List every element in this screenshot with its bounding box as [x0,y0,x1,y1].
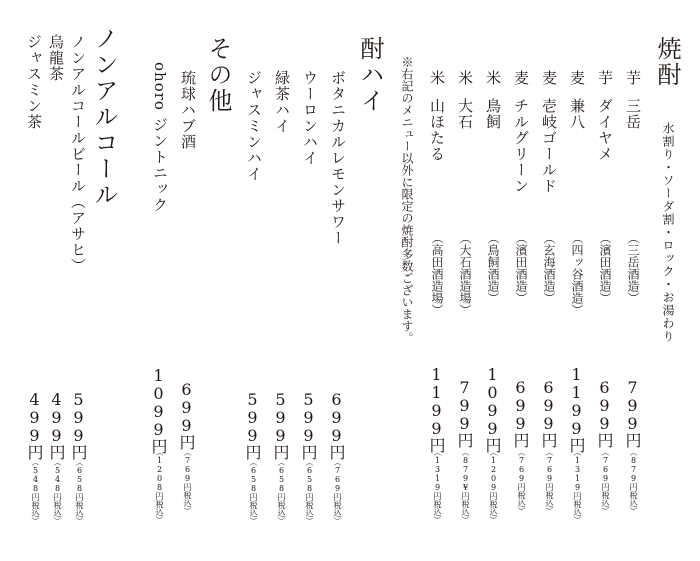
nonalcohol-tax: （548円税込） [53,458,62,525]
chuhai-price: 599円 [299,390,318,459]
chuhai-tax: （658円税込） [305,458,314,525]
shochu-type: 米 [484,70,502,86]
shochu-type: 麦 [512,70,530,86]
chuhai-name: ジャスミンハイ [245,70,263,182]
shochu-maker: （濱田酒造） [514,232,528,304]
other-price: 699円 [177,380,196,449]
other-title: その他 [204,36,232,114]
nonalcohol-price: 499円 [25,390,44,459]
nonalcohol-price: 599円 [69,390,88,459]
chuhai-price: 699円 [327,390,346,459]
chuhai-tax: （658円税込） [249,458,258,525]
nonalcohol-title: ノンアルコール [90,26,118,208]
nonalcohol-name: 烏龍茶 [47,34,65,82]
nonalcohol-name: ジャスミン茶 [25,34,43,130]
other-name: ohoro ジントニック [151,62,169,213]
shochu-tax: （769円税込） [517,448,526,515]
shochu-type: 芋 [624,70,642,86]
nonalcohol-price: 499円 [47,390,66,459]
other-tax: （769円税込） [183,448,192,515]
shochu-price: 699円 [539,378,558,447]
chuhai-price: 599円 [271,390,290,459]
shochu-tax: （1209円税込） [489,448,498,524]
other-name: 琉球ハブ酒 [179,70,197,150]
shochu-price: 1199円 [427,365,446,452]
shochu-maker: （鳥飼酒造） [486,232,500,304]
nonalcohol-tax: （658円税込） [75,458,84,525]
chuhai-name: 緑茶ハイ [273,70,291,134]
shochu-type: 米 [456,70,474,86]
shochu-price: 799円 [623,378,642,447]
shochu-price: 1199円 [567,365,586,452]
limited-shochu-note: ※右記のメニュー以外に限定の焼酎多数ございます。 [400,56,414,344]
shochu-maker: （濱田酒造） [598,232,612,304]
shochu-name: 兼八 [568,98,586,130]
shochu-tax: （769円税込） [601,448,610,515]
shochu-maker: （四ッ谷酒造） [570,232,584,316]
shochu-name: 鳥飼 [484,98,502,130]
shochu-type: 麦 [540,70,558,86]
shochu-subtitle: 水割り・ソーダ割・ロック・お湯わり [661,122,675,343]
shochu-price: 699円 [511,378,530,447]
chuhai-tax: （769円税込） [333,458,342,525]
shochu-maker: （大石酒造場） [458,232,472,316]
shochu-tax: （769円税込） [545,448,554,515]
shochu-name: チルグリーン [512,98,530,194]
shochu-name: ダイヤメ [596,98,614,162]
shochu-name: 山ほたる [428,98,446,162]
other-tax: （1208円税込） [155,448,164,524]
shochu-tax: （1319円税込） [573,448,582,524]
shochu-maker: （高田酒造場） [430,232,444,316]
chuhai-tax: （658円税込） [277,458,286,525]
chuhai-name: ボタニカルレモンサワー [329,70,347,246]
shochu-tax: （879円税込） [629,448,638,515]
shochu-type: 米 [428,70,446,86]
chuhai-price: 599円 [243,390,262,459]
chuhai-name: ウーロンハイ [301,70,319,166]
shochu-name: 壱岐ゴールド [540,98,558,194]
shochu-price: 699円 [595,378,614,447]
nonalcohol-name: ノンアルコールビール（アサヒ） [69,34,87,274]
shochu-title: 焼酎 [653,36,681,88]
shochu-price: 799円 [455,378,474,447]
shochu-tax: （879¥円税込） [461,448,470,524]
shochu-price: 1099円 [483,365,502,452]
nonalcohol-tax: （548円税込） [31,458,40,525]
other-price: 1099円 [149,366,168,453]
shochu-type: 芋 [596,70,614,86]
shochu-maker: （玄海酒造） [542,232,556,304]
shochu-maker: （三岳酒造） [626,232,640,304]
shochu-tax: （1319円税込） [433,448,442,524]
shochu-type: 麦 [568,70,586,86]
shochu-name: 三岳 [624,98,642,130]
shochu-name: 大石 [456,98,474,130]
chuhai-title: 酎ハイ [356,36,384,114]
